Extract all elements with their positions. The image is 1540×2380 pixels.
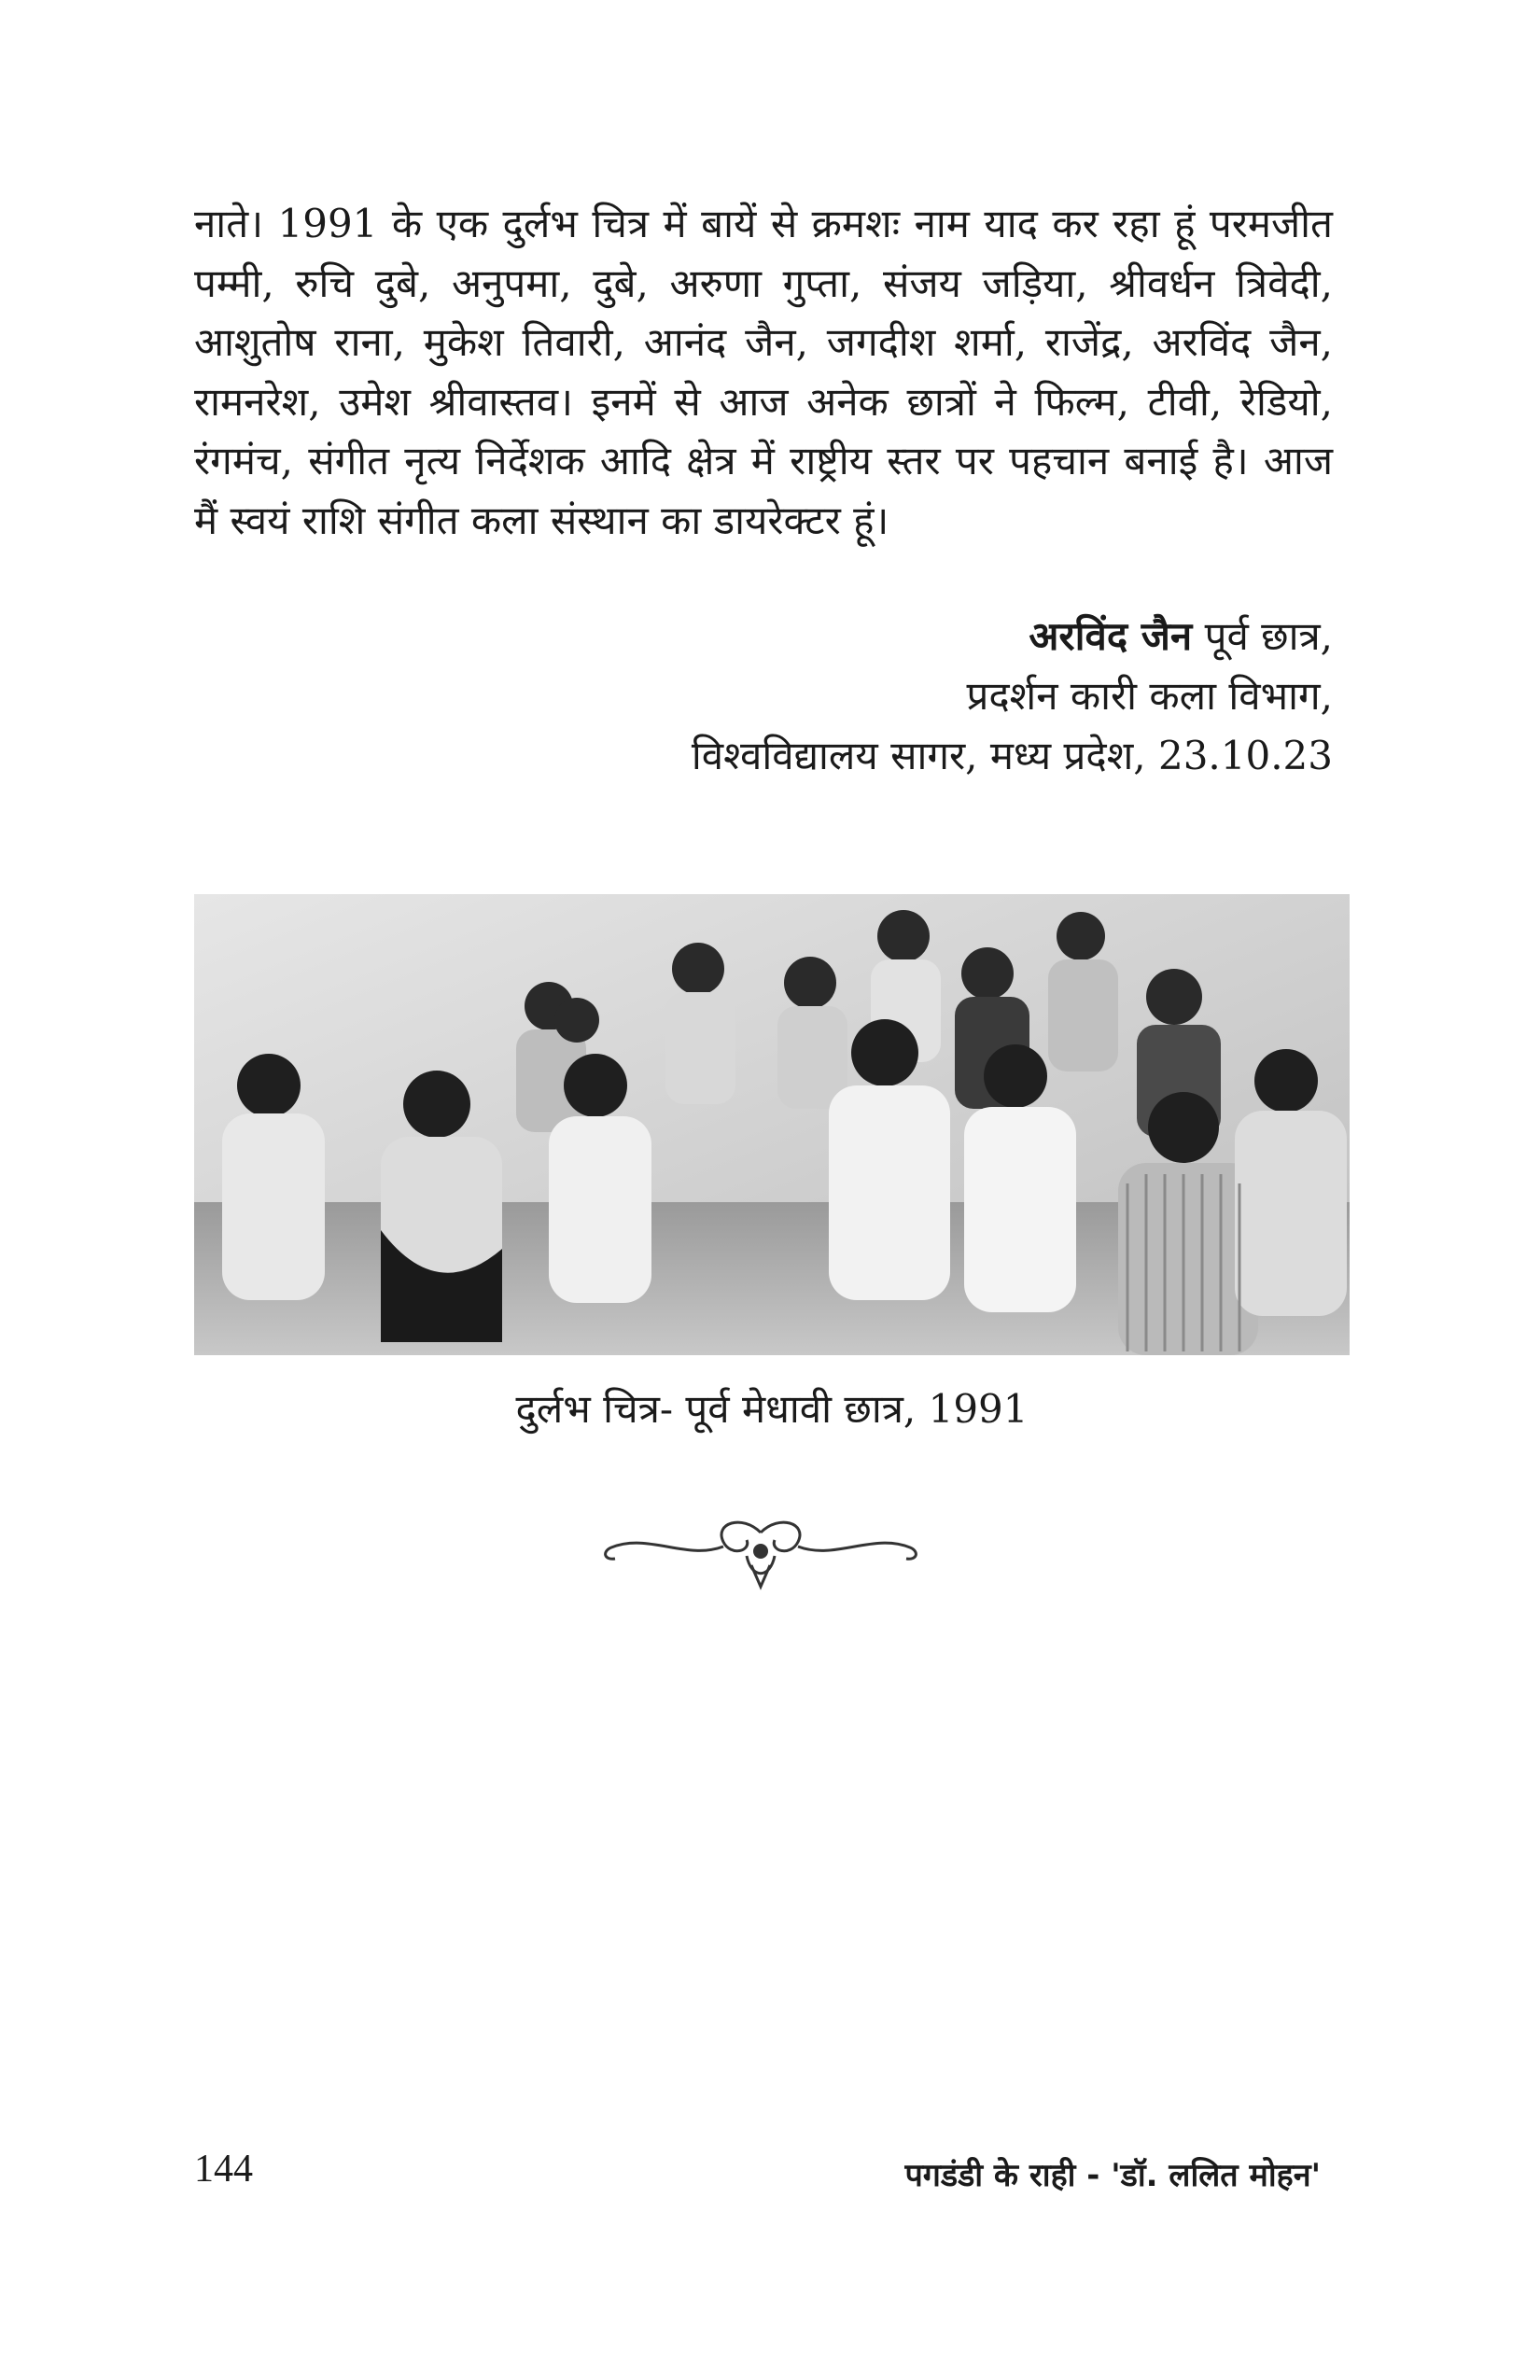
decorative-flourish — [593, 1514, 929, 1590]
group-photo — [194, 894, 1350, 1355]
body-line: रंगमंच, संगीत नृत्य निर्देशक आदि क्षेत्र में राष्ट्रीय स्तर पर पहचान बनाई है। आज — [194, 438, 1333, 483]
body-paragraph — [194, 194, 1333, 550]
author-place-date: विश्वविद्यालय सागर, मध्य प्रदेश, 23.10.23 — [691, 733, 1333, 778]
photo-caption: दुर्लभ चित्र- पूर्व मेधावी छात्र, 1991 — [515, 1386, 1029, 1432]
body-line: नाते। 1991 के एक दुर्लभ चित्र में बायें से क्रमशः नाम याद कर रहा हूं परमजीत — [194, 201, 1333, 246]
body-line: रामनरेश, उमेश श्रीवास्तव। इनमें से आज अनेक छात्रों ने फिल्म, टीवी, रेडियो, — [194, 378, 1333, 425]
book-title-footer: पगडंडी के राही - 'डॉ. ललित मोहन' — [904, 2157, 1321, 2194]
page-number: 144 — [194, 2148, 253, 2191]
signature-name-line — [493, 607, 1333, 666]
author-role: पूर्व छात्र, — [1192, 613, 1333, 659]
body-line: पम्मी, रुचि दुबे, अनुपमा, दुबे, अरुणा गुप्ता, संजय जड़िया, श्रीवर्धन त्रिवेदी, — [194, 259, 1333, 306]
body-line: आशुतोष राना, मुकेश तिवारी, आनंद जैन, जगदीश शर्मा, राजेंद्र, अरविंद जैन, — [194, 319, 1333, 365]
signature-block — [493, 607, 1333, 786]
author-name: अरविंद जैन — [1029, 613, 1193, 659]
author-department: प्रदर्शन कारी कला विभाग, — [966, 673, 1333, 719]
body-line: मैं स्वयं राशि संगीत कला संस्थान का डायरेक्टर हूं। — [194, 497, 889, 543]
